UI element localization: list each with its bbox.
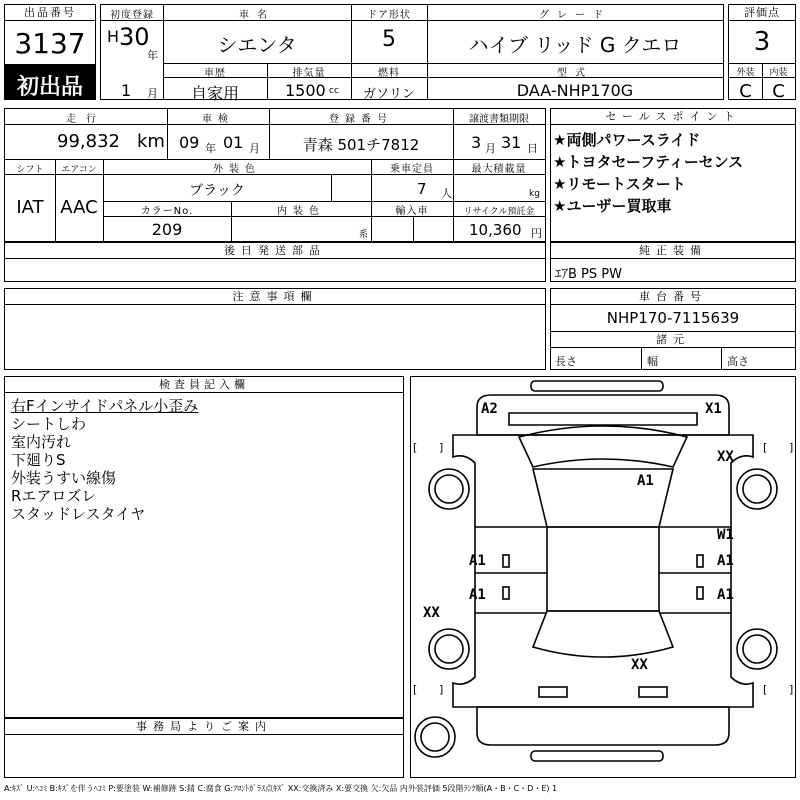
- score-box: [728, 4, 796, 100]
- insp-year-unit: 年: [205, 142, 216, 155]
- length-label: 長さ: [555, 355, 577, 368]
- era: H: [107, 27, 120, 46]
- reg-month: 1: [121, 81, 132, 100]
- car-diagram: [410, 376, 796, 778]
- inspector-line: 外装うすい線傷: [11, 469, 117, 487]
- interior-unit: 系: [359, 230, 369, 240]
- dims-label: 諸元: [551, 332, 795, 348]
- chassis-box: [550, 288, 796, 370]
- int-grade: C: [772, 81, 785, 102]
- bracket: ]: [789, 683, 794, 696]
- damage-mark: A2: [481, 401, 498, 417]
- damage-mark: W1: [717, 527, 734, 543]
- inspector-line: 右Fインサイドパネル小歪み: [11, 397, 199, 415]
- lot-number: 3137: [14, 27, 86, 60]
- fuel-label: 燃料: [378, 68, 400, 79]
- inspector-label: 検査員記入欄: [5, 377, 403, 393]
- history-value: 自家用: [190, 84, 239, 103]
- bracket: ]: [789, 441, 794, 454]
- score-label: 評価点: [729, 5, 795, 21]
- name-label: 車名: [239, 10, 275, 21]
- import-label: 輸入車: [395, 206, 429, 217]
- damage-mark: XX: [423, 605, 440, 621]
- chassis-label: 車台番号: [551, 289, 795, 305]
- office-box: [4, 718, 404, 778]
- interior-label: 内装色: [277, 206, 325, 217]
- sales-point: ★ユーザー買取車: [553, 197, 672, 215]
- plate-value: 青森 501チ7812: [302, 136, 420, 154]
- legend: A:ｷｽﾞ U:ﾍｺﾐ B:ｷｽﾞを伴うﾍｺﾐ P:要塗装 W:補修跡 S:錆 C:腐食 G:ﾌﾛﾝﾄｶﾞﾗｽ点ｷｽﾞ XX:交換済み X:要交換 欠:欠品 内外装評価 5段階ﾗﾝｸ順(A・B・C・D・E) 1: [4, 784, 558, 793]
- load-label: 最大積載量: [471, 164, 527, 175]
- sales-label: セールスポイント: [551, 109, 795, 125]
- history-label: 車歴: [204, 68, 226, 79]
- header-grid: [100, 4, 724, 103]
- mileage-label: 走行: [66, 114, 106, 125]
- mileage-unit: km: [137, 131, 165, 152]
- sales-point: ★リモートスタート: [553, 175, 686, 193]
- transfer-day: 31: [501, 133, 522, 152]
- details-grid: [4, 108, 546, 242]
- ext-grade: C: [739, 81, 752, 102]
- office-label: 事務局よりご案内: [5, 719, 403, 735]
- score-value: 3: [753, 27, 771, 57]
- inspector-line: Rエアロズレ: [11, 487, 97, 505]
- inspector-box: [4, 376, 404, 718]
- first-listing-text: 初出品: [16, 75, 83, 100]
- damage-mark: A1: [637, 473, 654, 489]
- recycle-unit: 円: [531, 227, 542, 240]
- sales-point: ★両側パワースライド: [553, 131, 701, 149]
- width-label: 幅: [647, 355, 658, 368]
- ac-label: エアコン: [61, 165, 97, 175]
- notes-label: 注意事項欄: [5, 289, 545, 305]
- plate-label: 登録番号: [329, 114, 393, 125]
- ac-value: AAC: [60, 197, 98, 218]
- damage-mark: X1: [705, 401, 722, 417]
- bracket: ]: [439, 683, 444, 696]
- equipment-box: [550, 242, 796, 282]
- inspector-line: 下廻りS: [11, 451, 66, 469]
- inspector-line: 室内汚れ: [11, 433, 72, 451]
- colorno-value: 209: [151, 220, 183, 239]
- transfer-month-unit: 月: [485, 142, 496, 155]
- grade-value: ハイブ リッド G クエロ: [468, 33, 682, 57]
- later-parts-box: [4, 242, 546, 282]
- int-label: 内装: [769, 68, 788, 78]
- transfer-month: 3: [471, 133, 482, 152]
- bracket: [: [413, 441, 418, 454]
- seats-unit: 人: [441, 187, 452, 200]
- color-value: ブラック: [189, 183, 245, 199]
- damage-mark: XX: [717, 449, 734, 465]
- sales-point: ★トヨタセーフティーセンス: [553, 153, 744, 171]
- bracket: [: [413, 683, 418, 696]
- damage-mark: A1: [717, 587, 734, 603]
- equipment-value: ｴｱB PS PW: [555, 267, 622, 282]
- insp-month-unit: 月: [249, 142, 260, 155]
- later-parts-label: 後日発送部品: [5, 243, 545, 259]
- inspector-line: スタッドレスタイヤ: [11, 505, 146, 523]
- displacement-label: 排気量: [292, 68, 326, 79]
- insp-year: 09: [179, 133, 200, 152]
- displacement-value: 1500: [285, 81, 326, 100]
- door-count: 5: [382, 27, 396, 52]
- fuel-value: ガソリン: [362, 87, 415, 102]
- colorno-label: カラーNo.: [140, 206, 194, 217]
- lot-label: 出品番号: [5, 5, 95, 21]
- inspection-label: 車検: [202, 114, 234, 125]
- damage-mark: A1: [717, 553, 734, 569]
- height-label: 高さ: [727, 355, 749, 368]
- notes-box: [4, 288, 546, 370]
- model-label: 型式: [557, 68, 593, 79]
- shift-value: IAT: [16, 197, 44, 218]
- car-outline: [411, 377, 795, 777]
- reg-year: 30: [119, 23, 150, 51]
- recycle-value: 10,360: [469, 221, 522, 239]
- ext-label: 外装: [736, 68, 755, 78]
- inspector-line: シートしわ: [11, 415, 87, 433]
- transfer-label: 譲渡書類期限: [469, 114, 529, 125]
- mileage-value: 99,832: [57, 131, 120, 152]
- reg-label: 初度登録: [110, 10, 154, 21]
- door-label: ドア形状: [367, 10, 411, 21]
- equipment-label: 純正装備: [551, 243, 795, 259]
- displacement-unit: cc: [329, 86, 339, 96]
- damage-mark: A1: [469, 587, 486, 603]
- sales-box: [550, 108, 796, 242]
- model-value: DAA-NHP170G: [516, 81, 634, 100]
- first-listing-badge: [4, 64, 96, 100]
- damage-mark: A1: [469, 553, 486, 569]
- month-unit: 月: [147, 87, 158, 100]
- seats-label: 乗車定員: [390, 164, 434, 175]
- bracket: [: [763, 441, 768, 454]
- recycle-label: リサイクル預託金: [463, 207, 535, 217]
- grade-label: グレード: [539, 10, 611, 21]
- bracket: [: [763, 683, 768, 696]
- chassis-value: NHP170-7115639: [606, 309, 740, 327]
- color-label: 外装色: [213, 164, 261, 175]
- seats-value: 7: [417, 180, 427, 198]
- damage-mark: XX: [631, 657, 648, 673]
- insp-month: 01: [223, 133, 244, 152]
- transfer-day-unit: 日: [527, 142, 538, 155]
- bracket: ]: [439, 441, 444, 454]
- car-name: シエンタ: [217, 33, 297, 57]
- shift-label: シフト: [16, 165, 44, 175]
- year-unit: 年: [147, 49, 158, 62]
- load-unit: kg: [529, 189, 540, 199]
